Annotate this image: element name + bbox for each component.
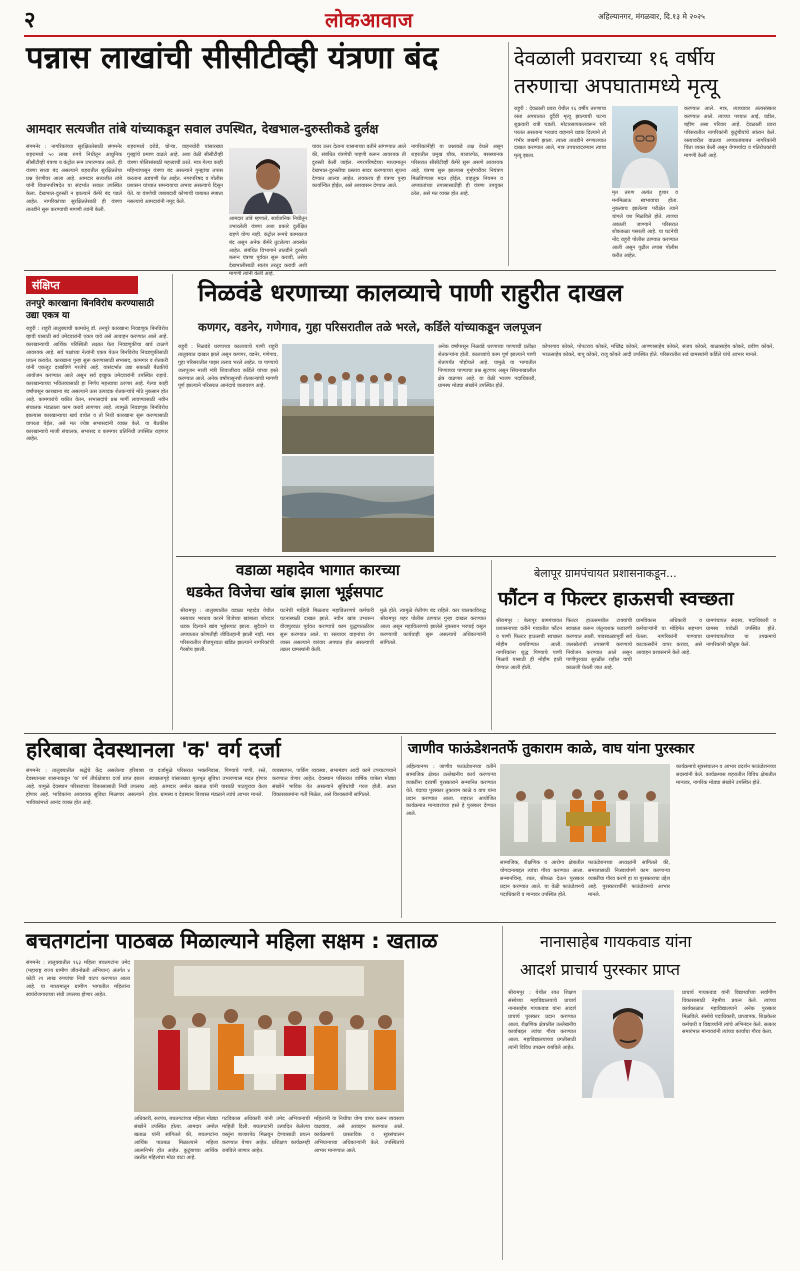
story2-col: करण्यात आले. मात्र, त्याच्यावर अंत्यसंस्कार करण्यात आले. त्याच्या पश्चात आई, वडील, बहीण असा परिवार आहे. देवळाली प्रवरा परिसरातील नागरिकांनी कुटुंबीयांचे सांत्वन केले. रस्त्यावरील वाढत्या अपघातांबाबत नागरिकांनी चिंता व्यक्त केली असून वेगमर्यादा व गतिरोधकांची मागणी केली आहे. <box>684 106 776 160</box>
story1-body <box>26 144 122 266</box>
story9-headline-line2: आदर्श प्राचार्य पुरस्कार प्राप्त <box>520 960 680 979</box>
story3-subhead: कणगर, वडनेर, गणेगाव, गुहा परिसरातील तळे भरले, कर्डिले यांच्याकडून जलपूजन <box>198 320 542 334</box>
section-rule <box>24 270 776 271</box>
story4-col: घटनेची माहिती मिळताच महावितरणचे कर्मचारी घटनास्थळी दाखल झाले. नवीन खांब उभारून वीजपुरवठा पूर्ववत करण्याचे काम युद्धपातळीवर सुरू करण्यात आले. या रस्त्यावर वाहनांचा वेग जास्त असल्याने वारंवार अपघात होत असल्याची तक्रार ग्रामस्थांनी केली. <box>280 608 374 654</box>
story5-col: श्रीरामपूर : बेलापूर ग्रामपंचायत प्रशासनाच्या वतीने गावातील फौंटन व पाणी फिल्टर हाऊसची स्वच्छता मोहीम राबविण्यात आली. नागरिकांना शुद्ध पिण्याचे पाणी मिळावे यासाठी ही मोहीम हाती घेण्यात आली होती. <box>496 618 562 672</box>
story7-col: सामाजिक, शैक्षणिक व आरोग्य क्षेत्रातील योगदानाबद्दल त्यांचा गौरव करण्यात आला. सन्मानचिन्ह, शाल, श्रीफळ देऊन पुरस्कार प्रदान करण्यात आले. या वेळी फाऊंडेशनचे पदाधिकारी व मान्यवर उपस्थित होते. <box>500 860 584 898</box>
story1-col: शहरामध्ये दरोडे, चोऱ्या, वाहनचोरी यांसारख्या गुन्ह्यांचे प्रमाण वाढले आहे. अशा वेळी सीसीटीव्ही यंत्रणा पोलिसांसाठी महत्त्वाची ठरते. मात्र गेल्या काही महिन्यांपासून यंत्रणा बंद असल्याने गुन्ह्यांचा तपास करताना अडचणी येत आहेत. नगरपरिषद व पोलीस प्रशासन यांच्यात समन्वयाचा अभाव असल्याचे दिसून येते. या यंत्रणेची जबाबदारी कोणाची याबाबत स्पष्टता नसल्याचे आमदारांनी नमूद केले. <box>127 144 223 206</box>
story5-body-c <box>636 618 702 730</box>
brief-text: राहुरी : राहुरी तालुक्याची कामधेनू डॉ. तनपुरे कारखाना निवडणूक बिनविरोध व्हावी यासाठी सर्व उमेदवारांनी एकत्र यावे असे आवाहन करण्यात आले आहे. कारखान्याची आर्थिक परिस्थिती लक्षात घेता निवडणुकीचा खर्च टाळणे आवश्यक आहे. सर्व पक्षांच्या नेत्यांनी एकत्र येऊन बिनविरोध निवडणुकीसाठी प्रयत्न करावेत. कारखाना पुन्हा सुरू करण्यासाठी सभासद, कामगार व शेतकरी यांनी एकजूट दाखविणे गरजेचे आहे. यासंदर्भात उद्या सकाळी बैठकीचे आयोजन करण्यात आले असून सर्व इच्छुक उमेदवारांनी उपस्थित राहावे. कारखान्याच्या भवितव्यासाठी हा निर्णय महत्त्वाचा ठरणार आहे. गेल्या काही वर्षांपासून कारखाना बंद असल्याने ऊस उत्पादक शेतकऱ्यांचे मोठे नुकसान होत आहे. कामगारांचे थकीत वेतन, सभासदांचे प्रश्न मार्गी लावण्यासाठी नवीन संचालक मंडळाला काम करावे लागणार आहे. त्यामुळे निवडणूक बिनविरोध झाल्यास कारखान्याचा खर्च वाचेल व तो निधी कारखाना सुरू करण्यासाठी वापरता येईल, असे मत ज्येष्ठ सभासदांनी व्यक्त केले. या बैठकीस कारखान्याचे माजी संचालक, सभासद व कामगार प्रतिनिधी उपस्थित राहणार आहेत. <box>26 326 168 443</box>
story6-body-c <box>272 768 396 918</box>
story3-body-a <box>178 344 278 552</box>
story8-headline: बचतगटांना पाठबळ मिळाल्याने महिला सक्षम : खताळ <box>26 929 438 953</box>
story3-headline: निळवंडे धरणाच्या कालव्याचे पाणी राहुरीत दाखल <box>198 279 623 307</box>
story8-body-a <box>26 960 130 1260</box>
story8-body-b <box>134 1116 218 1260</box>
story6-col: व्यवस्थापन, पार्किंग व्यवस्था, सभामंडप आदी कामे टप्प्याटप्प्याने करण्यात येणार आहेत. देवस्थान परिसरात वार्षिक यात्रेला मोठ्या संख्येने भाविक येत असल्याने सुविधांची गरज होती. आता विकासकामांना गती मिळेल, असे विश्वस्तांनी सांगितले. <box>272 768 396 798</box>
section-rule <box>176 556 776 557</box>
story4-body-a <box>180 608 274 730</box>
self-help-group-event-photo <box>134 960 404 1112</box>
story1-body-e <box>411 144 503 266</box>
story7-body-a <box>406 764 496 918</box>
story3-col: कोपरगाव कोकरे, पोपटराव कोकरे, मच्छिंद्र कोकरे, आण्णासाहेब कोकरे, संजय कोकरे, बाळासाहेब कोकरे, प्रवीण कोकरे, भाऊसाहेब कोकरे, बापू कोकरे, राजू कोकरे आदी उपस्थित होते. परिसरातील सर्व ग्रामस्थांनी कर्डिले यांचे आभार मानले. <box>542 344 774 358</box>
story9-body-a <box>508 990 576 1260</box>
column-rule <box>401 736 402 918</box>
story4-col: मुळे होते. त्यामुळे शेतीपंप बंद राहिले. कार चालकाविरुद्ध श्रीरामपूर शहर पोलीस ठाण्यात गुन्हा दाखल करण्यात आला असून महावितरणचे झालेले नुकसान भरपाई वसूल करण्याची कार्यवाही सुरू असल्याचे अधिकाऱ्यांनी सांगितले. <box>380 608 486 646</box>
story8-col: महिलांनी या निधीचा योग्य वापर करून व्यवसाय वाढवावा, असे आवाहन करण्यात आले. कार्यक्रमाचे प्रास्ताविक व सूत्रसंचालन अभियानाच्या अधिकाऱ्यांनी केले. उपस्थितांचे आभार मानण्यात आले. <box>314 1116 404 1154</box>
brief-label-text: संक्षिप्त <box>32 279 60 292</box>
story9-col: प्राचार्य गायकवाड यांनी विद्यार्थ्यांच्या सर्वांगीण विकासासाठी नेहमीच प्रयत्न केले. त्यांच्या कार्यकाळात महाविद्यालयाने अनेक पुरस्कार मिळविले. संस्थेचे पदाधिकारी, प्राध्यापक, शिक्षकेतर कर्मचारी व विद्यार्थ्यांनी त्यांचे अभिनंदन केले. सत्कार समारंभात मान्यवरांनी त्यांच्या कार्याचा गौरव केला. <box>682 990 776 1036</box>
story7-col: फाऊंडेशनच्या अध्यक्षांनी सांगितले की, समाजासाठी निःस्वार्थपणे काम करणाऱ्या व्यक्तींचा गौरव करणे हा या पुरस्काराचा उद्देश आहे. पुरस्कारार्थींनी फाऊंडेशनचे आभार मानले. <box>588 860 670 898</box>
story1-headline: पन्नास लाखांची सीसीटीव्ही यंत्रणा बंद <box>26 40 439 76</box>
story1-subhead: आमदार सत्यजीत तांबे यांच्याकडून सवाल उपस्थित, देखभाल-दुरुस्तीकडे दुर्लक्ष <box>26 121 379 136</box>
story5-body-b <box>566 618 632 730</box>
section-rule <box>24 922 776 923</box>
column-rule <box>508 42 509 266</box>
story6-body-b <box>149 768 267 918</box>
story6-headline: हरिबाबा देवस्थानला 'क' वर्ग दर्जा <box>26 738 281 762</box>
victim-portrait-photo <box>612 106 678 188</box>
story2-col: राहुरी : देवळाली प्रवरा येथील १६ वर्षीय तरुणाचा रस्ता अपघातात दुर्दैवी मृत्यू झाल्याची घटना शुक्रवारी रात्री घडली. मोटारसायकलवरून घरी परतत असताना भरधाव वाहनाने धडक दिल्याने तो गंभीर जखमी झाला. त्याला तातडीने रुग्णालयात दाखल करण्यात आले, मात्र उपचारादरम्यान त्याचा मृत्यू झाला. <box>514 106 606 160</box>
story8-col: गटविकास अधिकारी यांनी उमेद अभियानाची माहिती दिली. बचतगटांनी उत्पादित केलेल्या वस्तूंना बाजारपेठ मिळवून देण्यासाठी प्रयत्न करण्यात येणार आहेत. प्रशिक्षण कार्यक्रमही राबविले जाणार आहेत. <box>222 1116 310 1154</box>
story8-col: संगमनेर : तालुक्यातील १६३ महिला बचतगटांना उमेद (महाराष्ट्र राज्य ग्रामीण जीवनोन्नती अभियान) अंतर्गत ४ कोटी २१ लाख रुपयांचा निधी वाटप करण्यात आला आहे. या माध्यमातून ग्रामीण भागातील महिलांना स्वयंरोजगाराच्या संधी उपलब्ध होणार आहेत. <box>26 960 130 998</box>
story8-body-d <box>314 1116 404 1260</box>
page-number: २ <box>24 8 36 33</box>
masthead-rule <box>24 35 776 37</box>
story7-body-b <box>500 860 584 918</box>
story2-body-a <box>514 106 606 266</box>
story1-col: यावर उत्तर देताना शासनाच्या वतीने सांगण्यात आले की, संबंधित यंत्रणेची पाहणी करून आवश्यक ती दुरुस्ती केली जाईल. नगरपरिषदेच्या माध्यमातून देखभाल-दुरुस्तीचा प्रस्ताव सादर करण्याच्या सूचना देण्यात आल्या आहेत. लवकरच ही यंत्रणा पुन्हा कार्यान्वित होईल, असे आश्वासन देण्यात आले. <box>312 144 406 190</box>
story2-headline-line2: तरुणाचा अपघातामध्ये मृत्यू <box>514 74 718 98</box>
story6-body-a <box>26 768 144 918</box>
newspaper-logo: लोकआवाज <box>325 8 414 32</box>
brief-label <box>26 276 138 294</box>
dateline: अहिल्यानगर, मंगळवार, दि.१३ मे २०२५ <box>598 12 705 21</box>
story9-headline-line1: नानासाहेब गायकवाड यांना <box>540 932 692 951</box>
jalpujan-group-photo <box>282 344 434 454</box>
story2-headline-line1: देवळाली प्रवराच्या १६ वर्षीय <box>514 46 715 70</box>
story3-body-b <box>438 344 536 552</box>
story2-col: मृत तरुण अत्यंत हुशार व मनमिळाऊ स्वभावाचा होता. नुकत्याच झालेल्या परीक्षेत त्याने चांगले यश मिळविले होते. त्याच्या अकाली जाण्याने परिसरात शोककळा पसरली आहे. या घटनेची नोंद राहुरी पोलीस ठाण्यात करण्यात आली असून पुढील तपास पोलीस करीत आहेत. <box>612 190 678 260</box>
column-rule <box>491 560 492 730</box>
story4-headline-line1: वडाळा महादेव भागात कारच्या <box>236 561 400 579</box>
story1-body-d <box>312 144 406 266</box>
column-rule <box>502 926 503 1260</box>
story5-body-d <box>706 618 776 730</box>
story6-col: संगमनेर : तालुक्यातील श्रद्धेचे केंद्र असलेल्या हरिबाबा देवस्थानला शासनाकडून 'क' वर्ग तीर्थक्षेत्राचा दर्जा प्राप्त झाला आहे. यामुळे देवस्थान परिसराच्या विकासासाठी निधी उपलब्ध होणार आहे. भाविकांना आवश्यक सुविधा मिळणार असल्याने भाविकांमध्ये आनंद व्यक्त होत आहे. <box>26 768 144 806</box>
story4-headline-line2: धडकेत विजेचा खांब झाला भूईसपाट <box>186 583 383 601</box>
story7-col: कार्यक्रमाचे सूत्रसंचालन व आभार प्रदर्शन फाऊंडेशनच्या सदस्यांनी केले. कार्यक्रमास शहरातील विविध क्षेत्रातील मान्यवर, नागरिक मोठ्या संख्येने उपस्थित होते. <box>676 764 776 786</box>
story1-col: नागरिकांनीही या प्रश्नाकडे लक्ष वेधले असून शहरातील प्रमुख चौक, बाजारपेठ, बसस्थानक परिसरात सीसीटीव्ही कॅमेरे सुरू असणे आवश्यक आहे. यंत्रणा सुरू झाल्यास गुन्हेगारीवर नियंत्रण मिळविण्यास मदत होईल. वाहतूक नियमन व अपघातांच्या तपासासाठीही ही यंत्रणा उपयुक्त ठरेल, असे मत व्यक्त होत आहे. <box>411 144 503 198</box>
story7-body-c <box>588 860 670 918</box>
award-ceremony-photo <box>500 764 670 856</box>
section-rule <box>24 733 776 734</box>
story3-col: अनेक वर्षांपासून निळवंडे धरणाच्या पाण्याची प्रतीक्षा शेतकऱ्यांना होती. कालव्यांचे काम पूर्ण झाल्याने पाणी शेतापर्यंत पोहोचले आहे. यामुळे या भागातील पिण्याच्या पाण्याचा प्रश्न सुटणार असून सिंचनाखालील क्षेत्र वाढणार आहे. या वेळी भाजप पदाधिकारी, ग्रामस्थ मोठ्या संख्येने उपस्थित होते. <box>438 344 536 390</box>
story7-headline: जाणीव फाऊंडेशनतर्फे तुकाराम काळे, वाघ यांना पुरस्कार <box>408 741 695 757</box>
brief-body <box>26 326 168 730</box>
story8-col: अधिकारी, सरपंच, बचतगटांच्या महिला मोठ्या संख्येने उपस्थित होत्या. आमदार अमोल खताळ यांनी सांगितले की, बचतगटांना आर्थिक पाठबळ मिळाल्याने महिला आत्मनिर्भर होत आहेत. कुटुंबाच्या आर्थिक उन्नतीत महिलांचा मोठा वाटा आहे. <box>134 1116 218 1162</box>
story9-body-b <box>682 990 776 1260</box>
story1-col: संगमनेर : नागरिकांच्या सुरक्षिततेसाठी संगमनेर शहरामध्ये ५० लाख रुपये निधीतून आधुनिक सीसीटीव्ही यंत्रणा व कंट्रोल रूम उभारण्यात आले. ही यंत्रणा सध्या बंद असल्याने शहरातील सुरक्षिततेचा प्रश्न ऐरणीवर आला आहे. आमदार सत्यजीत तांबे यांनी विधानपरिषदेत या संदर्भात सवाल उपस्थित केला. देखभाल-दुरुस्ती न झाल्याने कॅमेरे बंद पडले आहेत. नागरिकांच्या सुरक्षिततेसाठी ही यंत्रणा तातडीने सुरू करण्याची मागणी त्यांनी केली. <box>26 144 122 214</box>
story4-body-b <box>280 608 374 730</box>
story1-body-b <box>127 144 223 266</box>
column-rule <box>172 274 173 730</box>
story7-col: अहिल्यानगर : जाणीव फाऊंडेशनच्या वतीने सामाजिक क्षेत्रात उल्लेखनीय कार्य करणाऱ्या व्यक्तींना दरवर्षी पुरस्काराने सन्मानित करण्यात येते. यंदाचा पुरस्कार तुकाराम काळे व वाघ यांना प्रदान करण्यात आला. शहरात आयोजित कार्यक्रमात मान्यवरांच्या हस्ते हे पुरस्कार देण्यात आले. <box>406 764 496 818</box>
canal-water-photo <box>282 456 434 552</box>
story4-col: श्रीरामपूर : तालुक्यातील वडाळा महादेव येथील रस्त्यावर भरधाव कारने विजेच्या खांबाला जोरदार धडक दिल्याने खांब भूईसपाट झाला. सुदैवाने या अपघातात कोणतीही जीवितहानी झाली नाही. मात्र परिसरातील वीजपुरवठा खंडित झाल्याने नागरिकांची गैरसोय झाली. <box>180 608 274 654</box>
story5-col: फिल्टर हाऊसमधील टाक्यांची स्वच्छता करून जंतुनाशक फवारणी करण्यात आली. पावसाळ्यापूर्वी सर्व जलस्रोतांची तपासणी करण्याचे नियोजन करण्यात आले असून पाणीपुरवठा सुरळीत राहील याची काळजी घेतली जात आहे. <box>566 618 632 672</box>
story9-col: श्रीरामपूर : येथील रयत शिक्षण संस्थेच्या महाविद्यालयाचे प्राचार्य नानासाहेब गायकवाड यांना आदर्श प्राचार्य पुरस्कार प्रदान करण्यात आला. शैक्षणिक क्षेत्रातील उल्लेखनीय कार्याबद्दल त्यांचा गौरव करण्यात आला. महाविद्यालयाच्या प्रगतीसाठी त्यांनी विविध उपक्रम राबविले आहेत. <box>508 990 576 1052</box>
story6-col: या दर्जामुळे परिसरात भक्तनिवास, पिण्याचे पाणी, रस्ते, स्वच्छतागृहे यांसारख्या मूलभूत सुविधा उभारण्यास मदत होणार आहे. आमदार अमोल खताळ यांनी यासाठी पाठपुरावा केला होता. ग्रामस्थ व देवस्थान विश्वस्त मंडळाने त्यांचे आभार मानले. <box>149 768 267 798</box>
story4-body-c <box>380 608 486 730</box>
story5-col: ग्रामविकास अधिकारी व कर्मचाऱ्यांनी या मोहिमेत सहभाग घेतला. नागरिकांनी पाण्याचा काटकसरीने वापर करावा, असे आवाहन प्रशासनाने केले आहे. <box>636 618 702 656</box>
story5-kicker: बेलापूर ग्रामपंचायत प्रशासनाकडून... <box>534 567 677 580</box>
story5-col: ग्रामपंचायत सदस्य, पदाधिकारी व ग्रामस्थ यावेळी उपस्थित होते. ग्रामपंचायतीच्या या उपक्रमाचे नागरिकांनी कौतुक केले. <box>706 618 776 648</box>
story8-body-c <box>222 1116 310 1260</box>
story2-body-b <box>612 190 678 266</box>
story3-body-c <box>542 344 774 552</box>
story7-body-d <box>676 764 776 918</box>
brief-headline: तनपुरे कारखाना बिनविरोध करण्यासाठी उद्या एकत्र या <box>26 299 155 322</box>
story5-headline: फौंटन व फिल्टर हाऊसची स्वच्छता <box>498 588 734 610</box>
story1-body-c <box>229 216 307 278</box>
story3-col: राहुरी : निळवंडे धरणाच्या कालव्याचे पाणी राहुरी तालुक्यात दाखल झाले असून कणगर, वडनेर, गणेगाव, गुहा परिसरातील पाझर तलाव भरले आहेत. या पाण्याचे जलपूजन माजी मंत्री शिवाजीराव कर्डिले यांच्या हस्ते करण्यात आले. अनेक वर्षांपासूनची शेतकऱ्यांची मागणी पूर्ण झाल्याने परिसरात आनंदाचे वातावरण आहे. <box>178 344 278 390</box>
story2-body-c <box>684 106 776 266</box>
mla-portrait-photo <box>229 148 307 214</box>
principal-portrait-photo <box>582 990 674 1098</box>
story1-col: आमदार तांबे म्हणाले, सार्वजनिक निधीतून उभारलेली यंत्रणा अशा प्रकारे दुर्लक्षित राहणे योग्य नाही. कंट्रोल रूमचे कामकाज बंद असून अनेक कॅमेरे तुटलेल्या अवस्थेत आहेत. संबंधित विभागाने तातडीने दुरुस्ती करून यंत्रणा पूर्ववत सुरू करावी, तसेच देखभालीसाठी स्वतंत्र तरतूद करावी अशी मागणी त्यांनी केली आहे. <box>229 216 307 278</box>
story5-body-a <box>496 618 562 730</box>
